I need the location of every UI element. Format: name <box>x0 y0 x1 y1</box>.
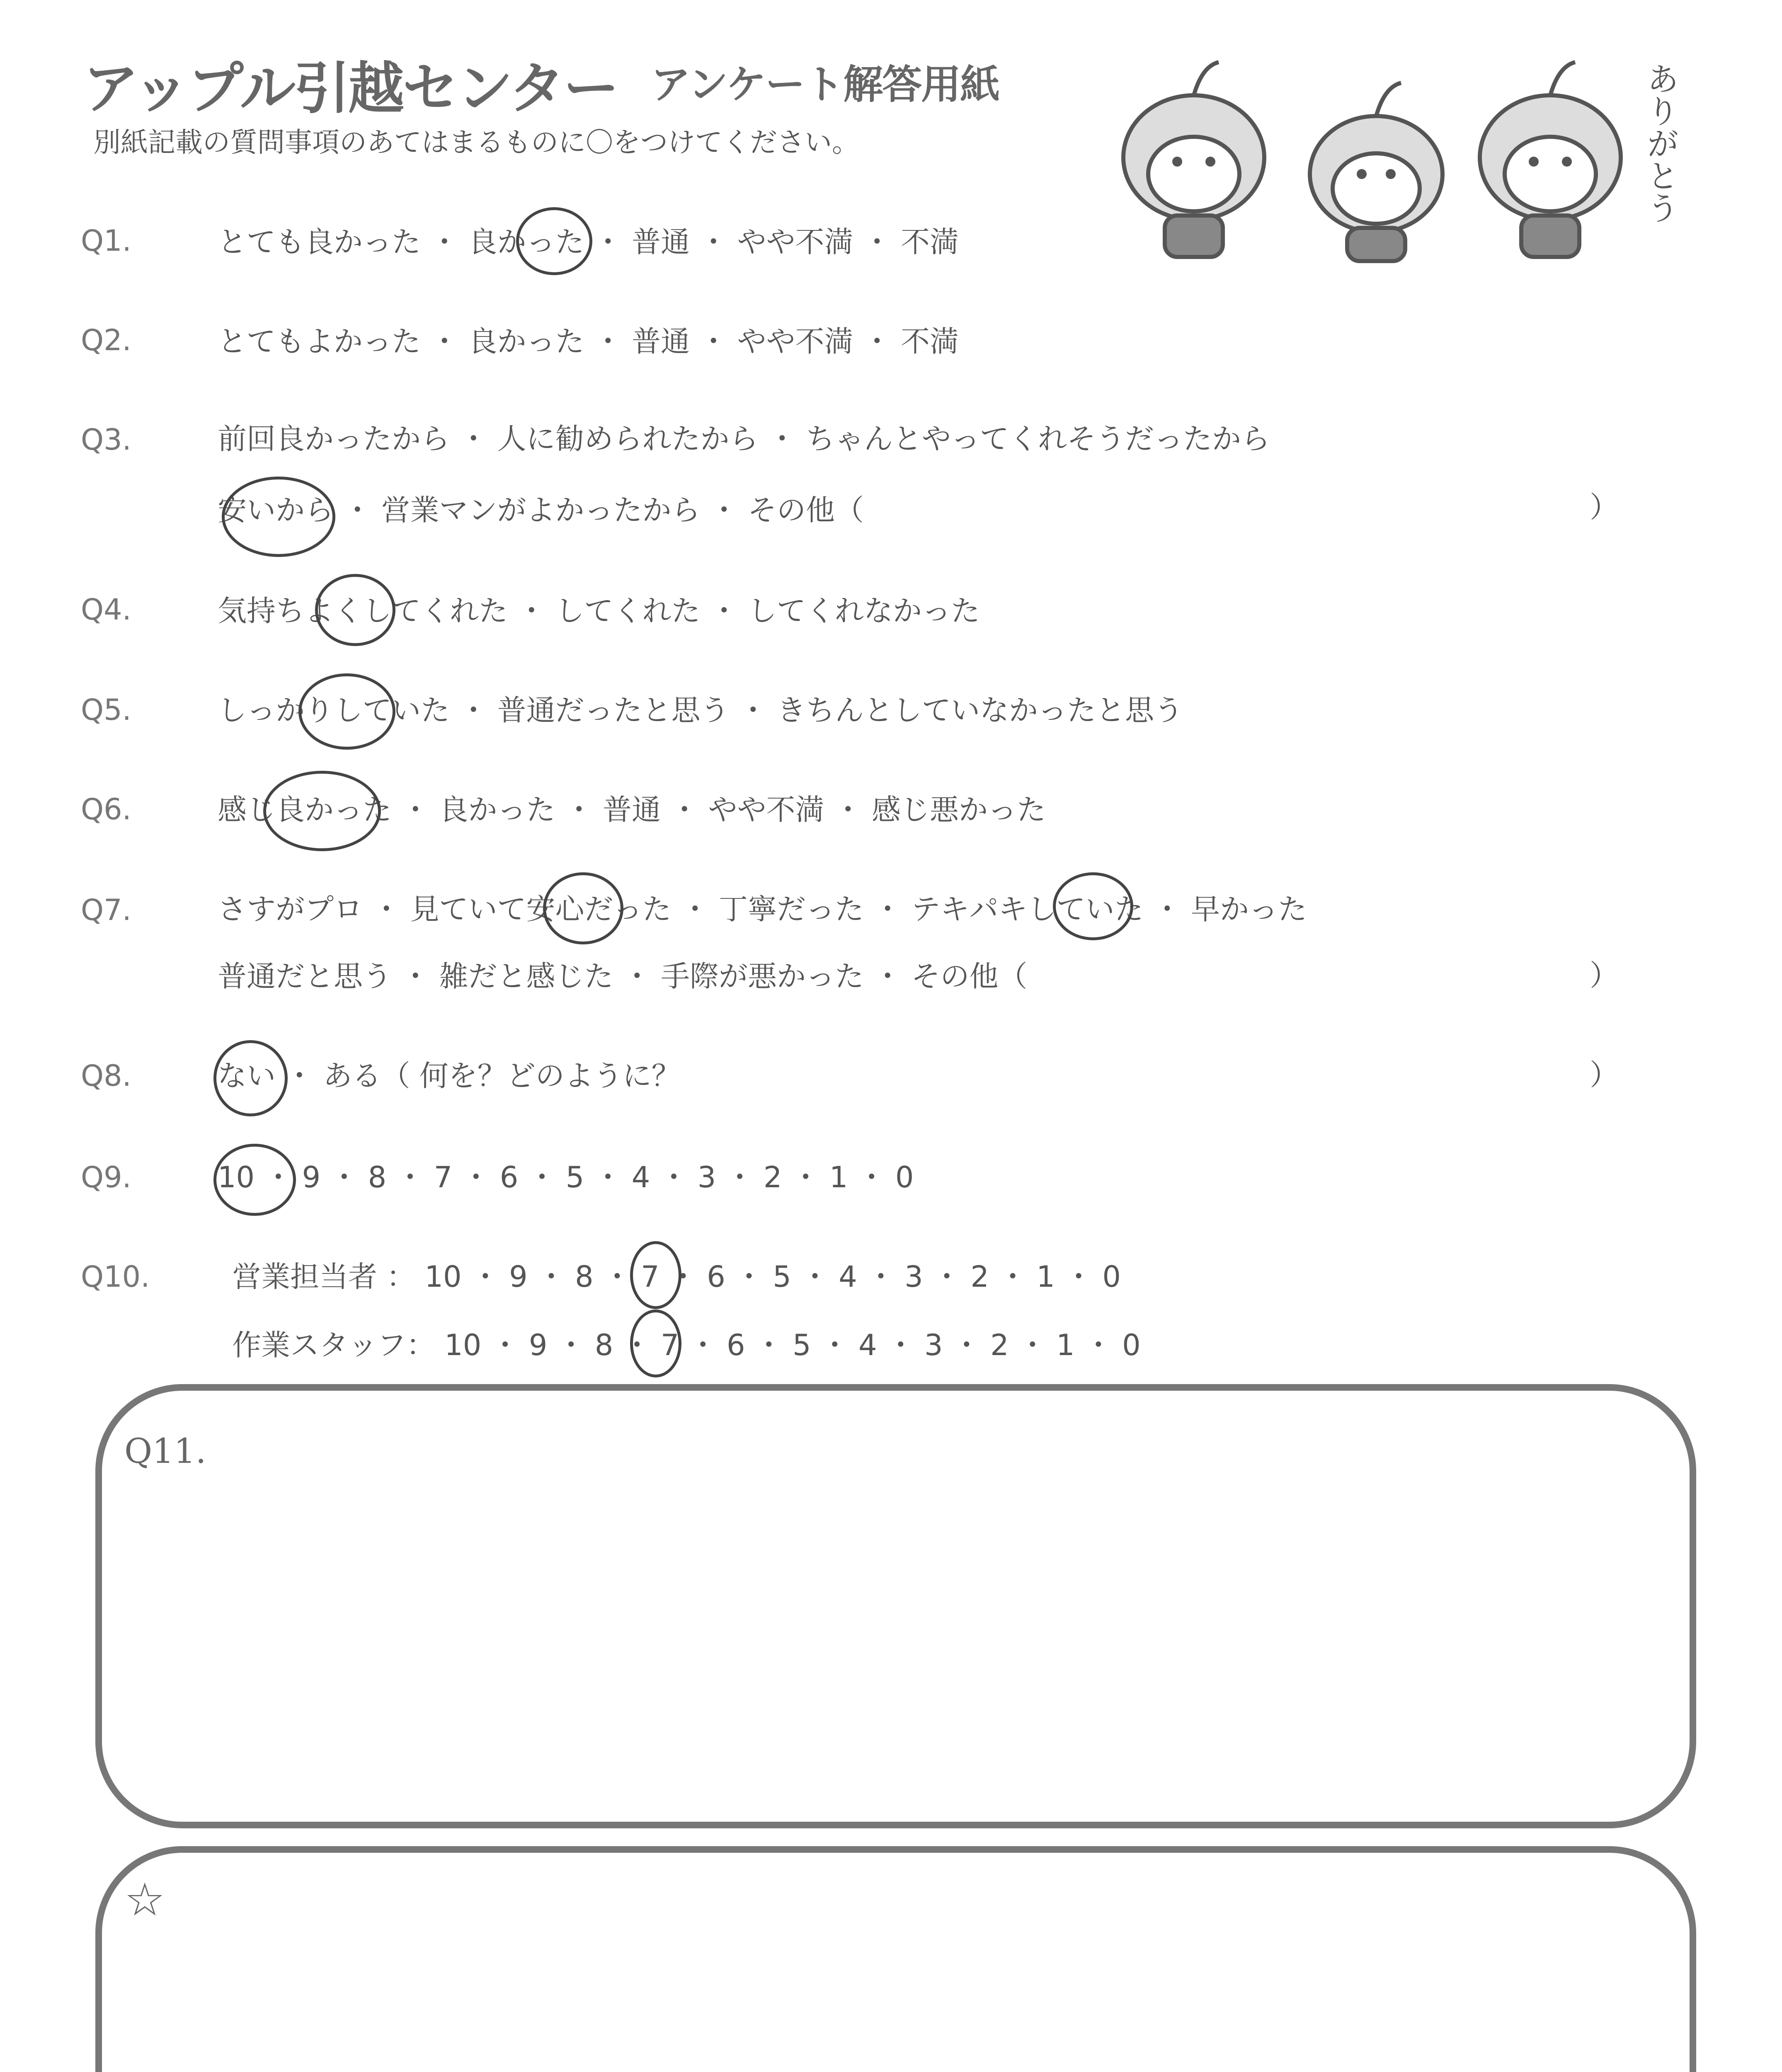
company-title: アップル引越センター <box>83 56 618 121</box>
answer-circle-q6 <box>263 771 381 851</box>
q1-label: Q1. <box>81 224 131 258</box>
form-subtitle: アンケート解答用紙 <box>651 61 999 108</box>
q10-label: Q10. <box>81 1260 150 1294</box>
q4-options: 気持ちよくしてくれた ・ してくれた ・ してくれなかった <box>218 594 980 628</box>
q2-label: Q2. <box>81 323 131 357</box>
instruction-text: 別紙記載の質問事項のあてはまるものに〇をつけてください。 <box>93 126 859 158</box>
q6-options: 感じ良かった ・ 良かった ・ 普通 ・ やや不満 ・ 感じ悪かった <box>218 793 1046 827</box>
answer-circle-q3 <box>222 477 335 557</box>
star-icon: ☆ <box>124 1873 165 1926</box>
q7-options-line1: さすがプロ ・ 見ていて安心だった ・ 丁寧だった ・ テキパキしていた ・ 早かった <box>218 892 1307 926</box>
q5-options: しっかりしていた ・ 普通だったと思う ・ きちんとしていなかったと思う <box>218 693 1183 727</box>
q11-comment-box[interactable] <box>95 1384 1696 1828</box>
answer-circle-q1 <box>516 207 592 275</box>
answer-circle-q4 <box>315 574 395 646</box>
q8-options: ない ・ ある（ 何を？どのように？ <box>218 1059 681 1093</box>
q8-close-paren: ） <box>1590 1058 1619 1092</box>
q1-options: とても良かった ・ 良かった ・ 普通 ・ やや不満 ・ 不満 <box>218 225 959 259</box>
answer-circle-q5 <box>298 673 395 750</box>
q7-close-paren: ） <box>1590 959 1619 992</box>
q3-label: Q3. <box>81 423 131 457</box>
answer-circle-q10-sales <box>630 1241 681 1309</box>
answer-circle-q10-staff <box>630 1310 681 1377</box>
answer-circle-q9 <box>213 1144 296 1216</box>
q3-options-line2: 安いから ・ 営業マンがよかったから ・ その他（ <box>218 493 864 527</box>
q11-label: Q11. <box>124 1432 206 1471</box>
mascot-thanks-text: ありがとう <box>1641 62 1679 224</box>
q5-label: Q5. <box>81 693 131 727</box>
q2-options: とてもよかった ・ 良かった ・ 普通 ・ やや不満 ・ 不満 <box>218 324 959 358</box>
answer-circle-q7a <box>543 872 623 944</box>
q7-label: Q7. <box>81 893 131 927</box>
q7-options-line2: 普通だと思う ・ 雑だと感じた ・ 手際が悪かった ・ その他（ <box>218 959 1028 993</box>
q9-label: Q9. <box>81 1160 131 1194</box>
answer-circle-q7b <box>1053 872 1133 940</box>
q9-scale: 10 ・ 9 ・ 8 ・ 7 ・ 6 ・ 5 ・ 4 ・ 3 ・ 2 ・ 1 ・ 0 <box>218 1160 914 1194</box>
mascot-illustration <box>1094 50 1700 265</box>
star-comment-box[interactable] <box>95 1846 1696 2072</box>
q8-label: Q8. <box>81 1059 131 1093</box>
q3-options-line1: 前回良かったから ・ 人に勧められたから ・ ちゃんとやってくれそうだったから <box>218 422 1270 456</box>
q3-close-paren: ） <box>1590 490 1619 524</box>
q10-staff-scale: 作業スタッフ： 10 ・ 9 ・ 8 ・ 7 ・ 6 ・ 5 ・ 4 ・ 3 ・ 2 ・ 1 ・ 0 <box>232 1328 1141 1362</box>
answer-circle-q8 <box>213 1040 288 1116</box>
q6-label: Q6. <box>81 792 131 826</box>
q10-sales-scale: 営業担当者 ： 10 ・ 9 ・ 8 ・ 7 ・ 6 ・ 5 ・ 4 ・ 3 ・ 2 ・ 1 ・ 0 <box>232 1260 1121 1294</box>
q4-label: Q4. <box>81 593 131 627</box>
